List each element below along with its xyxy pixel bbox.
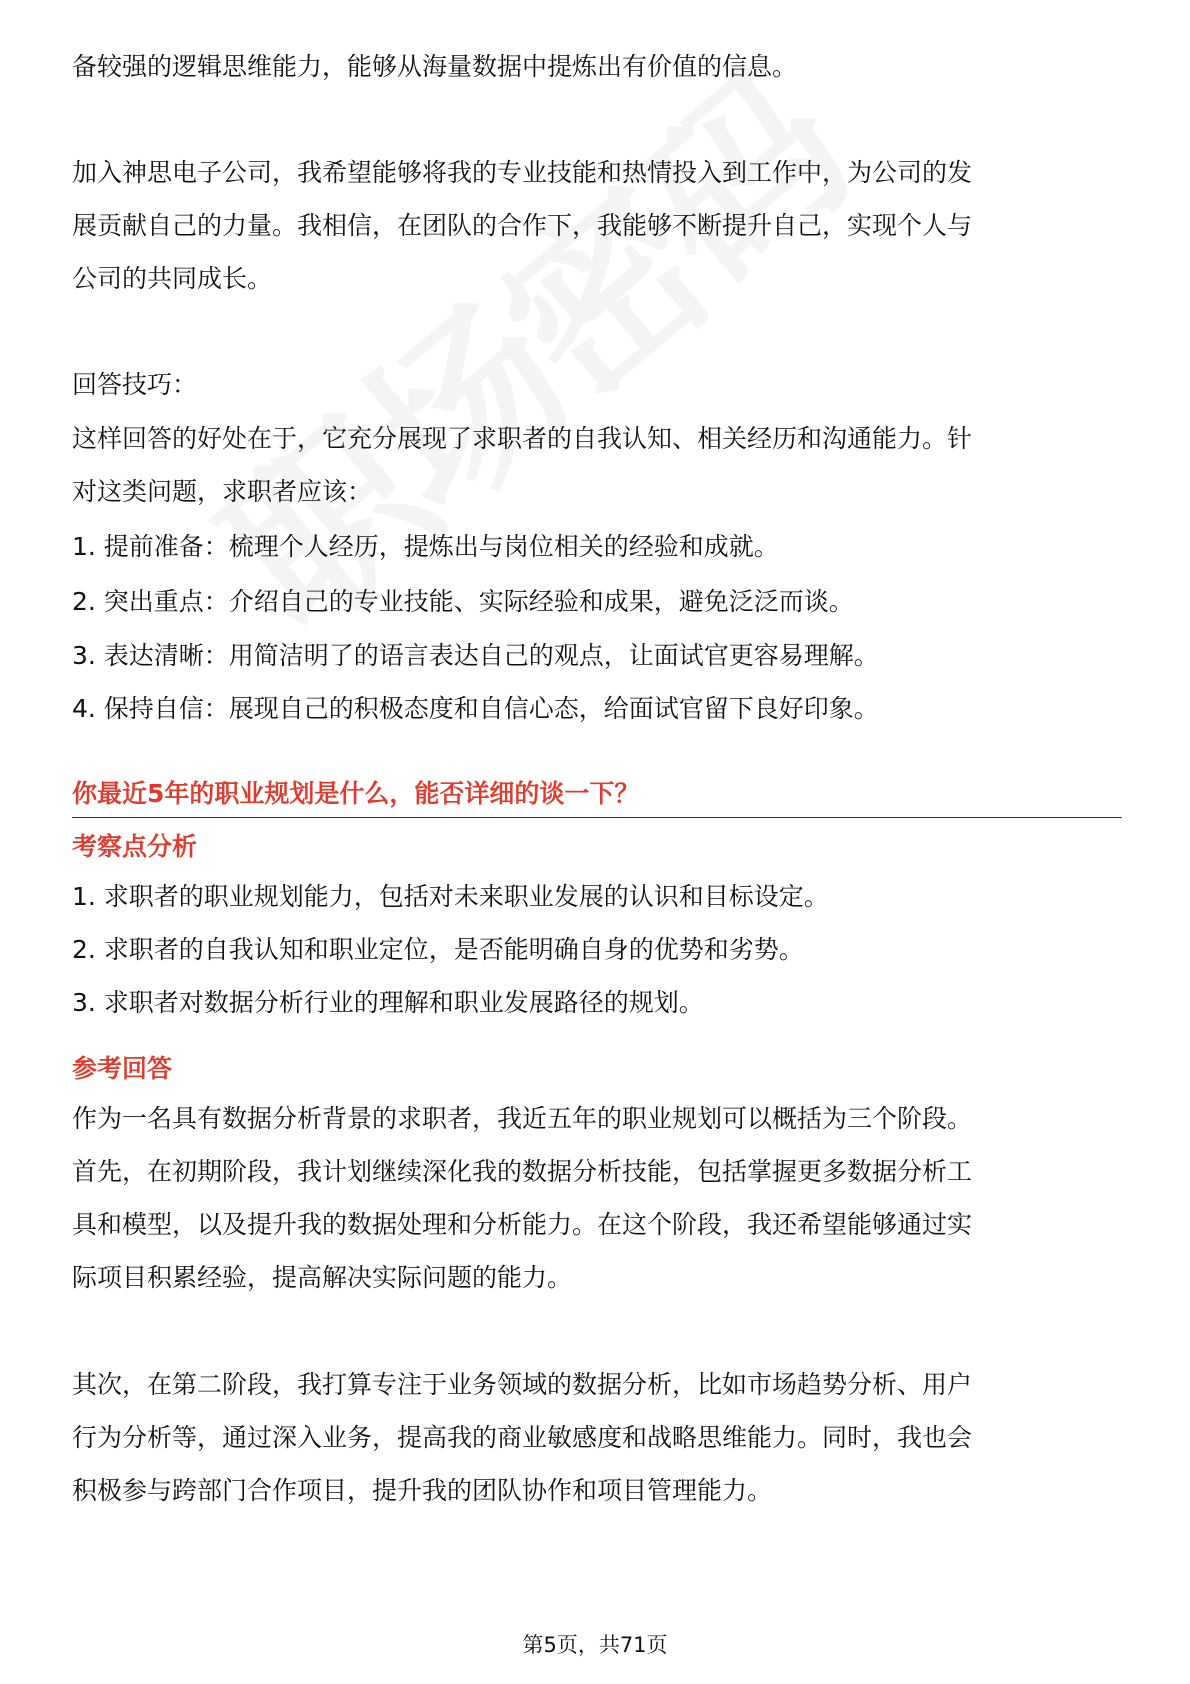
question-title: 你最近5年的职业规划是什么，能否详细的谈一下？	[72, 779, 640, 808]
tips-list-item: 1. 提前准备：梳理个人经历，提炼出与岗位相关的经验和成就。	[72, 532, 779, 561]
tips-heading: 回答技巧：	[72, 370, 198, 399]
paragraph-line: 公司的共同成长。	[72, 264, 273, 293]
answer-line: 行为分析等，通过深入业务，提高我的商业敏感度和战略思维能力。同时，我也会	[72, 1423, 973, 1452]
tips-intro-line: 这样回答的好处在于，它充分展现了求职者的自我认知、相关经历和沟通能力。针	[72, 424, 973, 453]
answer-line: 积极参与跨部门合作项目，提升我的团队协作和项目管理能力。	[72, 1476, 773, 1505]
paragraph-line: 加入神思电子公司，我希望能够将我的专业技能和热情投入到工作中，为公司的发	[72, 158, 973, 187]
tips-intro-line: 对这类问题，求职者应该：	[72, 477, 373, 506]
tips-list-item: 4. 保持自信：展现自己的积极态度和自信心态，给面试官留下良好印象。	[72, 694, 879, 723]
analysis-list-item: 1. 求职者的职业规划能力，包括对未来职业发展的认识和目标设定。	[72, 882, 829, 911]
page-number: 第5页，共71页	[522, 1633, 668, 1657]
analysis-list-item: 2. 求职者的自我认知和职业定位，是否能明确自身的优势和劣势。	[72, 935, 804, 964]
answer-line: 其次，在第二阶段，我打算专注于业务领域的数据分析，比如市场趋势分析、用户	[72, 1370, 973, 1399]
answer-heading: 参考回答	[72, 1054, 173, 1083]
analysis-heading: 考察点分析	[72, 832, 198, 861]
tips-list-item: 2. 突出重点：介绍自己的专业技能、实际经验和成果，避免泛泛而谈。	[72, 587, 854, 616]
answer-line: 首先，在初期阶段，我计划继续深化我的数据分析技能，包括掌握更多数据分析工	[72, 1157, 973, 1186]
tips-list-item: 3. 表达清晰：用简洁明了的语言表达自己的观点，让面试官更容易理解。	[72, 641, 879, 670]
paragraph-line: 展贡献自己的力量。我相信，在团队的合作下，我能够不断提升自己，实现个人与	[72, 211, 973, 240]
answer-line: 际项目积累经验，提高解决实际问题的能力。	[72, 1263, 573, 1292]
paragraph-line: 备较强的逻辑思维能力，能够从海量数据中提炼出有价值的信息。	[72, 52, 798, 81]
analysis-list-item: 3. 求职者对数据分析行业的理解和职业发展路径的规划。	[72, 988, 704, 1017]
answer-line: 作为一名具有数据分析背景的求职者，我近五年的职业规划可以概括为三个阶段。	[72, 1104, 973, 1133]
answer-line: 具和模型，以及提升我的数据处理和分析能力。在这个阶段，我还希望能够通过实	[72, 1210, 973, 1239]
